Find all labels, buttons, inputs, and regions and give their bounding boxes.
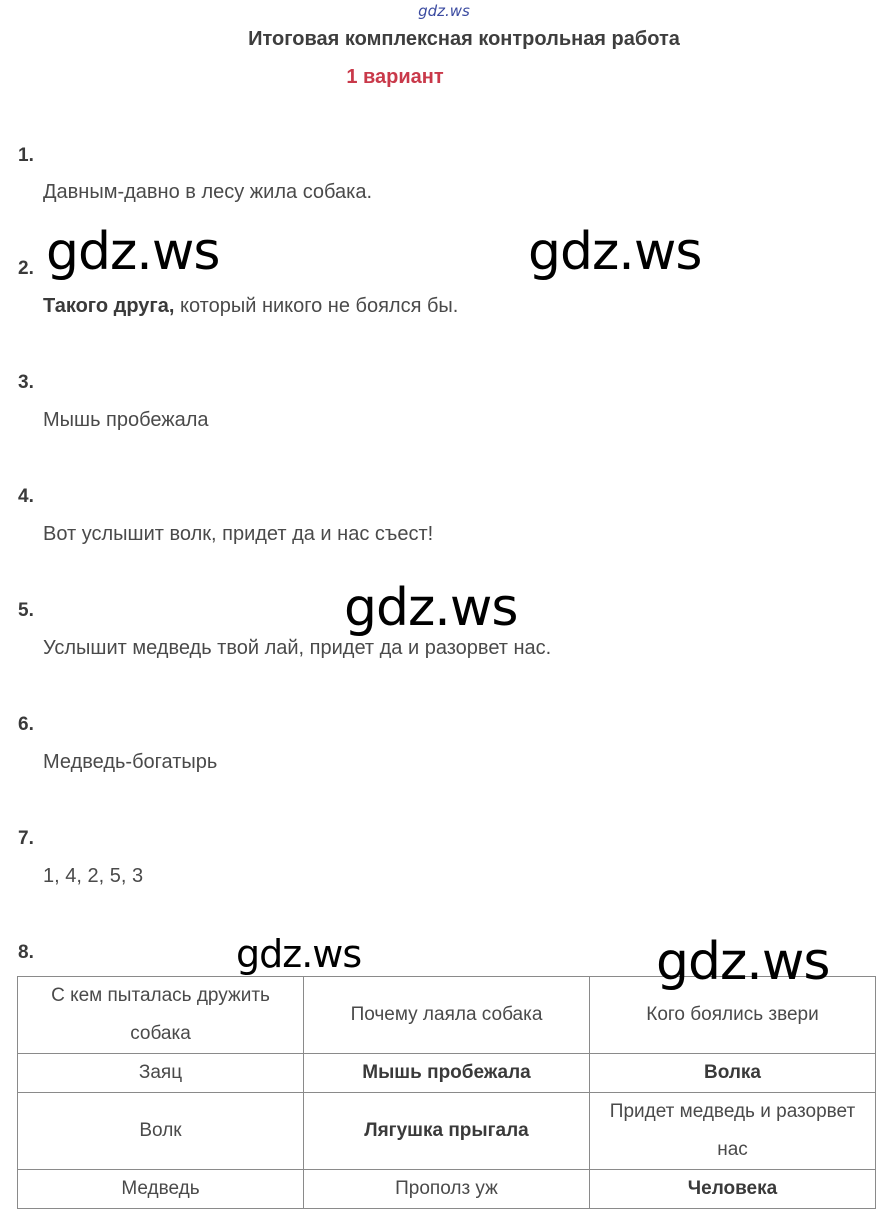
table-cell: Волка [590, 1054, 876, 1093]
answer-text-6: Медведь-богатырь [43, 751, 218, 773]
table-cell: Лягушка прыгала [304, 1093, 590, 1170]
table-header-cell: Почему лаяла собака [304, 977, 590, 1054]
answer-text-2-rest: который никого не боялся бы. [174, 295, 459, 317]
answer-number-7: 7. [18, 828, 34, 849]
table-cell: Придет медведь и разорвет нас [590, 1093, 876, 1170]
answer-number-3: 3. [18, 372, 34, 393]
answer-text-2 [43, 295, 458, 318]
watermark: gdz.ws [236, 932, 362, 976]
watermark: gdz.ws [528, 222, 702, 282]
answer-text-7: 1, 4, 2, 5, 3 [43, 865, 144, 887]
answer-text-3: Мышь пробежала [43, 409, 209, 431]
table-row [18, 1054, 876, 1093]
table-header-cell: С кем пыталась дружить собака [18, 977, 304, 1054]
answer-number-8: 8. [18, 942, 34, 963]
table-cell: Волк [18, 1093, 304, 1170]
watermark: gdz.ws [656, 932, 830, 992]
answer-table [17, 976, 876, 1209]
table-cell: Заяц [18, 1054, 304, 1093]
table-cell: Прополз уж [304, 1170, 590, 1209]
page-title: Итоговая комплексная контрольная работа [248, 28, 680, 50]
answer-number-2: 2. [18, 258, 34, 279]
variant-label: 1 вариант [346, 66, 444, 88]
table-cell: Мышь пробежала [304, 1054, 590, 1093]
answer-text-1: Давным-давно в лесу жила собака. [43, 181, 373, 203]
table-cell: Человека [590, 1170, 876, 1209]
site-mark[interactable]: gdz.ws [418, 2, 470, 20]
table-cell: Медведь [18, 1170, 304, 1209]
table-header-cell: Кого боялись звери [590, 977, 876, 1054]
answer-number-5: 5. [18, 600, 34, 621]
answer-number-1: 1. [18, 145, 34, 166]
answer-number-6: 6. [18, 714, 34, 735]
answer-number-4: 4. [18, 486, 34, 507]
table-row [18, 1170, 876, 1209]
table-row [18, 1093, 876, 1170]
watermark: gdz.ws [344, 578, 518, 638]
answer-text-4: Вот услышит волк, придет да и нас съест! [43, 523, 434, 545]
watermark: gdz.ws [46, 222, 220, 282]
answer-text-2-bold: Такого друга, [43, 295, 175, 317]
answer-text-5: Услышит медведь твой лай, придет да и разорвет нас. [43, 637, 552, 659]
